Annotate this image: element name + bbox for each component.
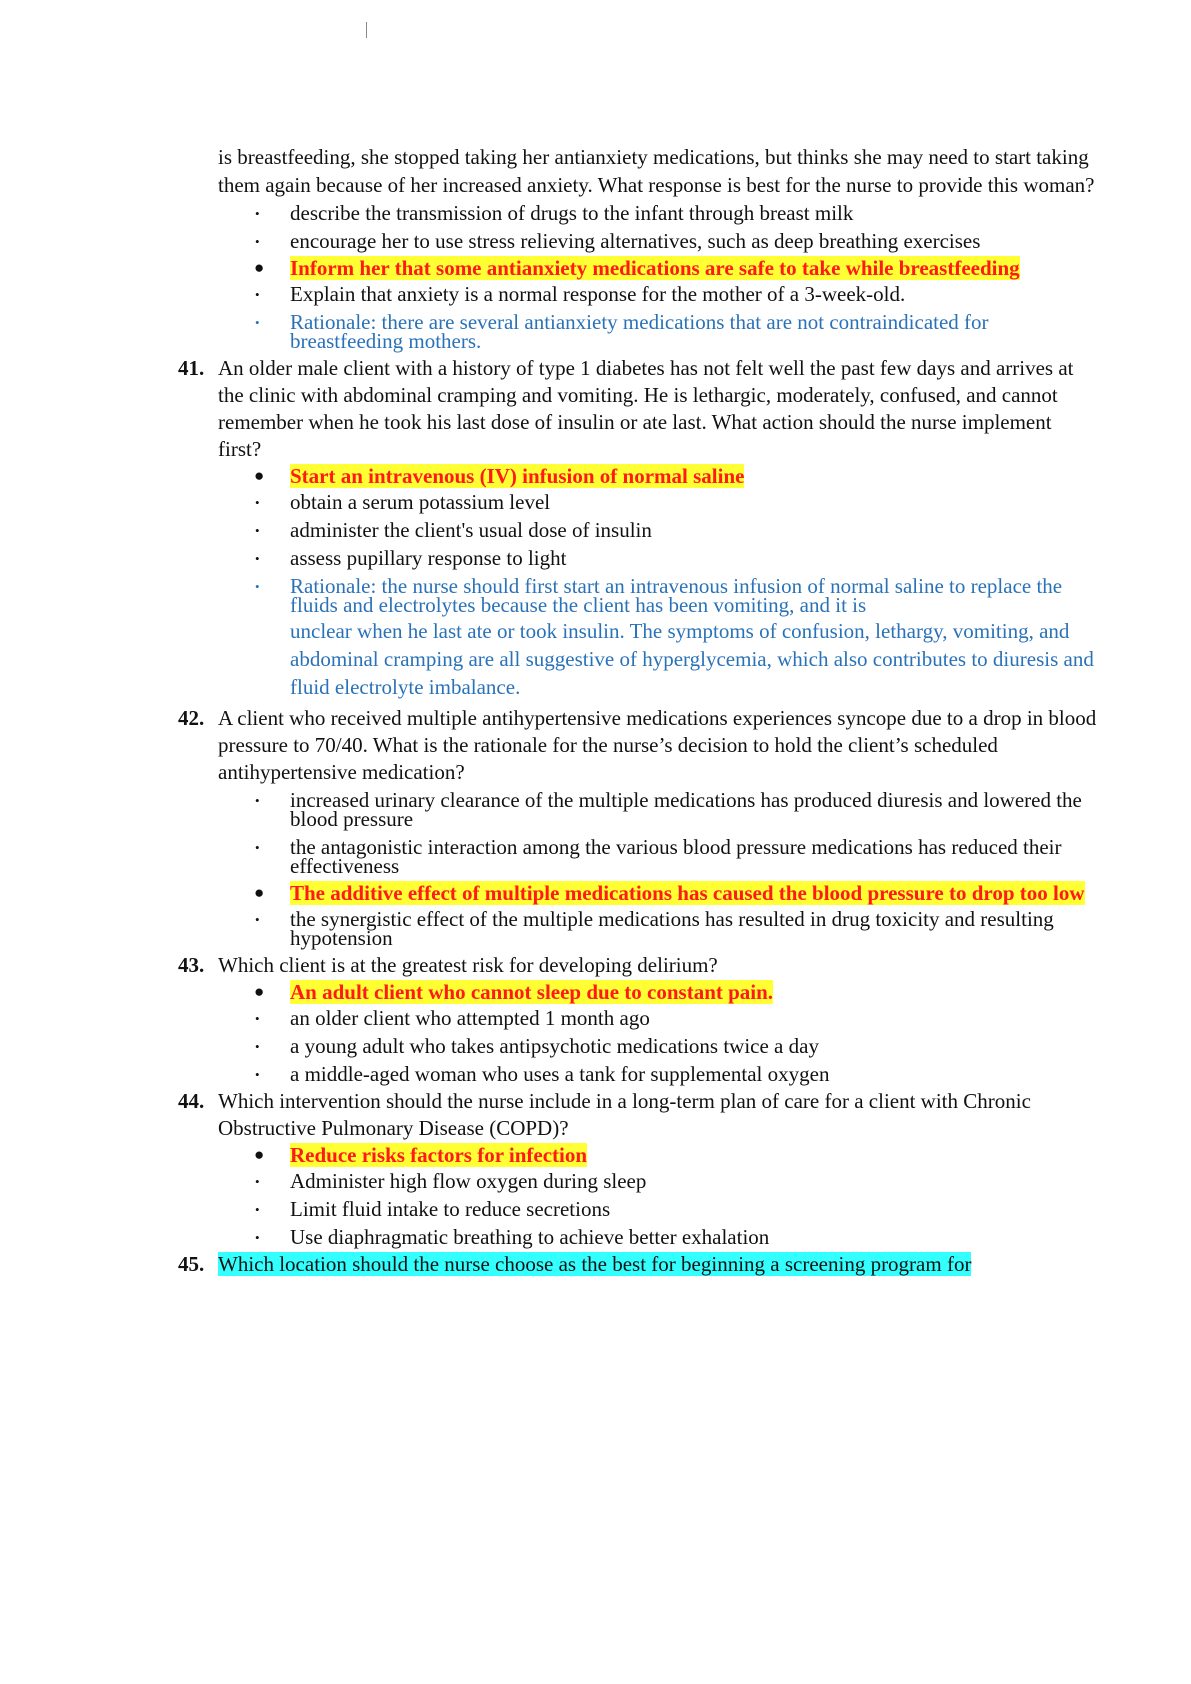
question-43 <box>178 952 1098 979</box>
rationale-item <box>290 572 1098 705</box>
rationale-text: Rationale: the nurse should first start an intravenous infusion of normal saline to replace the fluids and electrolytes because the client has been vomiting, and it is <box>290 574 1063 617</box>
question-text: Which intervention should the nurse include in a long-term plan of care for a client with Chronic Obstructive Pulmonary Disease (COPD)? <box>218 1089 1031 1140</box>
option-item: • assess pupillary response to light <box>290 544 1098 572</box>
option-item: • the antagonistic interaction among the various blood pressure medications has reduced their effectiveness <box>290 833 1098 880</box>
question-number: 44. <box>178 1089 205 1113</box>
document-page <box>178 143 1098 1278</box>
question-text: Which location should the nurse choose as the best for beginning a screening program for <box>218 1252 972 1276</box>
question-number: 41. <box>178 356 205 380</box>
option-item: • administer the client's usual dose of insulin <box>290 516 1098 544</box>
answer-options <box>218 786 1098 952</box>
correct-answer <box>290 463 1098 488</box>
answer-highlight: The additive effect of multiple medications has caused the blood pressure to drop too low <box>290 881 1085 905</box>
rationale-text-continued: unclear when he last ate or took insulin. The symptoms of confusion, lethargy, vomiting, and abdominal cramping are all suggestive of hyperglycemia, which also contributes to diuresis and fluid electrolyte imbalance. <box>290 619 1094 699</box>
margin-mark <box>366 22 367 38</box>
option-item: • a middle-aged woman who uses a tank for supplemental oxygen <box>290 1060 1098 1088</box>
answer-options <box>218 199 1098 355</box>
option-item: • a young adult who takes antipsychotic medications twice a day <box>290 1032 1098 1060</box>
question-number: 45. <box>178 1252 205 1276</box>
answer-options <box>218 1142 1098 1251</box>
option-item: • encourage her to use stress relieving alternatives, such as deep breathing exercises <box>290 227 1098 255</box>
answer-highlight: An adult client who cannot sleep due to constant pain. <box>290 980 774 1004</box>
question-42 <box>178 705 1098 786</box>
correct-answer <box>290 979 1098 1004</box>
question-number: 42. <box>178 706 205 730</box>
option-item: • the synergistic effect of the multiple medications has resulted in drug toxicity and resulting hypotension <box>290 905 1098 952</box>
correct-answer <box>290 880 1098 905</box>
rationale-item: • Rationale: there are several antianxiety medications that are not contraindicated for breastfeeding mothers. <box>290 308 1098 355</box>
question-text: Which client is at the greatest risk for developing delirium? <box>218 953 718 977</box>
option-item: • obtain a serum potassium level <box>290 488 1098 516</box>
question-number: 43. <box>178 953 205 977</box>
option-item: • Explain that anxiety is a normal response for the mother of a 3-week-old. <box>290 280 1098 308</box>
question-44 <box>178 1088 1098 1142</box>
option-item: • Administer high flow oxygen during sleep <box>290 1167 1098 1195</box>
option-item: • Use diaphragmatic breathing to achieve better exhalation <box>290 1223 1098 1251</box>
option-item: • an older client who attempted 1 month ago <box>290 1004 1098 1032</box>
question-continuation: is breastfeeding, she stopped taking her antianxiety medications, but thinks she may need to start taking them again because of her increased anxiety. What response is best for the nurse to provide this woman? <box>218 145 1095 197</box>
answer-options <box>218 979 1098 1088</box>
question-45 <box>178 1251 1098 1278</box>
question-text: A client who received multiple antihypertensive medications experiences syncope due to a drop in blood pressure to 70/40. What is the rationale for the nurse’s decision to hold the client’s scheduled antihypertensive medication? <box>218 706 1097 784</box>
option-item: • describe the transmission of drugs to the infant through breast milk <box>290 199 1098 227</box>
answer-options <box>218 463 1098 705</box>
correct-answer <box>290 1142 1098 1167</box>
option-item: • Limit fluid intake to reduce secretions <box>290 1195 1098 1223</box>
answer-highlight: Inform her that some antianxiety medications are safe to take while breastfeeding <box>290 256 1020 280</box>
correct-answer <box>290 255 1098 280</box>
option-item: • increased urinary clearance of the multiple medications has produced diuresis and lowered the blood pressure <box>290 786 1098 833</box>
answer-highlight: Reduce risks factors for infection <box>290 1143 588 1167</box>
question-text: An older male client with a history of type 1 diabetes has not felt well the past few days and arrives at the clinic with abdominal cramping and vomiting. He is lethargic, moderately, confused, and cannot remember when he took his last dose of insulin or ate last. What action should the nurse implement first? <box>218 356 1074 461</box>
answer-highlight: Start an intravenous (IV) infusion of normal saline <box>290 464 745 488</box>
question-41 <box>178 355 1098 463</box>
